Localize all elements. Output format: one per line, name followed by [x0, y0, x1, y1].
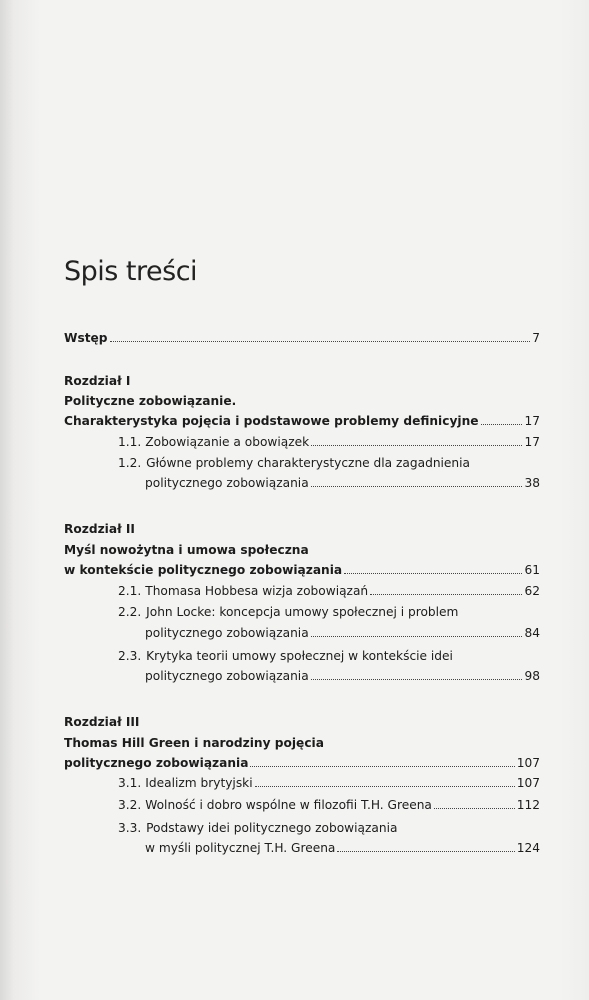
section-number: 2.2. — [118, 605, 142, 619]
leader-dots — [344, 573, 522, 574]
toc-page-number: 124 — [516, 841, 540, 855]
section-title: Wolność i dobro wspólne w filozofii T.H. Greena — [145, 798, 432, 812]
toc-page-number: 17 — [524, 414, 540, 428]
section-number: 3.1. — [118, 776, 142, 790]
chapter-title-line: Charakterystyka pojęcia i podstawowe problemy definicyjne — [64, 414, 479, 428]
toc-page-number: 17 — [524, 435, 540, 449]
toc-entry-section — [118, 604, 458, 620]
toc-page-number: 107 — [516, 776, 540, 790]
section-title: w myśli politycznej T.H. Greena — [145, 841, 336, 855]
section-title: Główne problemy charakterystyczne dla zagadnienia — [146, 456, 471, 470]
section-title: Krytyka teorii umowy społecznej w kontekście idei — [146, 649, 453, 663]
toc-entry-section — [118, 434, 540, 450]
toc-page-number: 7 — [532, 331, 540, 345]
chapter-title-line: Polityczne zobowiązanie. — [64, 394, 237, 408]
section-title: Zobowiązanie a obowiązek — [145, 435, 310, 449]
chapter-title-line: politycznego zobowiązania — [64, 756, 249, 770]
toc-entry-intro — [64, 330, 540, 346]
toc-entry-chapter — [64, 413, 540, 429]
toc-entry-continuation — [145, 840, 540, 856]
chapter-title-line: Myśl nowożytna i umowa społeczna — [64, 543, 309, 557]
section-number: 3.3. — [118, 821, 142, 835]
section-number: 1.2. — [118, 456, 142, 470]
leader-dots — [110, 341, 531, 342]
toc-entry-section — [118, 648, 453, 664]
toc-page-number: 62 — [524, 584, 540, 598]
toc-entry-section — [118, 583, 540, 599]
leader-dots — [370, 594, 522, 595]
leader-dots — [311, 636, 523, 637]
toc-entry-section — [118, 797, 540, 813]
section-number: 3.2. — [118, 798, 142, 812]
leader-dots — [250, 766, 514, 767]
section-title: Podstawy idei politycznego zobowiązania — [146, 821, 398, 835]
section-number: 2.3. — [118, 649, 142, 663]
leader-dots — [311, 445, 522, 446]
toc-page-number: 38 — [524, 476, 540, 490]
leader-dots — [337, 851, 514, 852]
toc-page-number: 98 — [524, 669, 540, 683]
page-title: Spis treści — [64, 256, 198, 287]
toc-entry-chapter — [64, 755, 540, 771]
chapter-title-line: Thomas Hill Green i narodziny pojęcia — [64, 736, 324, 750]
leader-dots — [311, 679, 523, 680]
toc-entry-continuation — [145, 475, 540, 491]
leader-dots — [311, 486, 523, 487]
section-title: politycznego zobowiązania — [145, 669, 309, 683]
toc-entry-label: Wstęp — [64, 331, 108, 345]
leader-dots — [255, 786, 515, 787]
section-title: politycznego zobowiązania — [145, 476, 309, 490]
chapter-label: Rozdział III — [64, 715, 140, 729]
chapter-label: Rozdział II — [64, 522, 135, 536]
toc-entry-continuation — [145, 625, 540, 641]
toc-entry-chapter — [64, 562, 540, 578]
toc-entry-section — [118, 820, 397, 836]
section-title: Thomasa Hobbesa wizja zobowiązań — [145, 584, 369, 598]
leader-dots — [434, 808, 515, 809]
section-title: Idealizm brytyjski — [145, 776, 253, 790]
leader-dots — [481, 424, 523, 425]
toc-entry-section — [118, 455, 470, 471]
toc-entry-section — [118, 775, 540, 791]
section-title: politycznego zobowiązania — [145, 626, 309, 640]
toc-page-number: 107 — [516, 756, 540, 770]
toc-page-number: 112 — [516, 798, 540, 812]
section-number: 1.1. — [118, 435, 142, 449]
chapter-label: Rozdział I — [64, 374, 131, 388]
section-title: John Locke: koncepcja umowy społecznej i problem — [146, 605, 459, 619]
chapter-title-line: w kontekście politycznego zobowiązania — [64, 563, 343, 577]
toc-page-number: 61 — [524, 563, 540, 577]
toc-page-number: 84 — [524, 626, 540, 640]
section-number: 2.1. — [118, 584, 142, 598]
toc-entry-continuation — [145, 668, 540, 684]
